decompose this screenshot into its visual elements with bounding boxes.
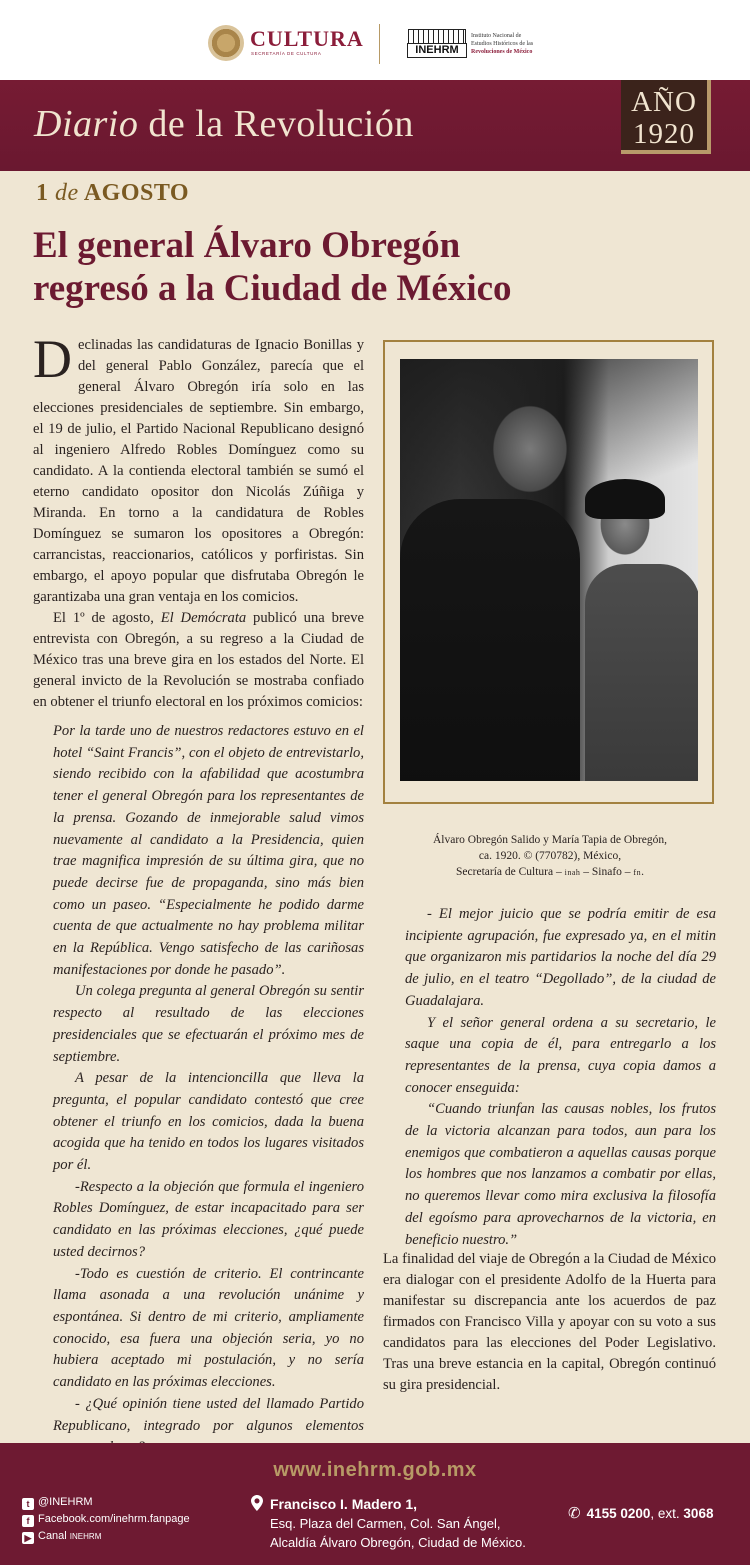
closing-paragraph: La finalidad del viaje de Obregón a la Ciudad de México era dialogar con el presidente Adolfo de la Huerta para manifestar su discrepancia ante los acuerdos de paz firmados con Francisco Villa y apoyar con su voto a sus candidatos para las elecciones del Poder Legislativo. Tras una breve estancia en la capital, Obregón continuó su gira presidencial.	[383, 1251, 716, 1393]
year-badge	[621, 80, 711, 154]
interview-quote-right	[405, 904, 716, 1251]
article-date: 1 de AGOSTO	[36, 180, 190, 206]
national-seal-icon	[208, 25, 244, 61]
year-label: AÑO	[631, 86, 697, 118]
footer-phone[interactable]: ✆ 4155 0200, ext. 3068	[568, 1505, 714, 1522]
youtube-link[interactable]: ▶ Canal INEHRM	[22, 1530, 101, 1544]
inehrm-building-icon	[408, 29, 466, 43]
inehrm-full-name: Instituto Nacional de Estudios Históricos de las Revoluciones de México	[471, 33, 534, 55]
footer-address: Francisco I. Madero 1, Esq. Plaza del Carmen, Col. San Ángel, Alcaldía Álvaro Obregón, Ciudad de México.	[270, 1496, 526, 1550]
cultura-logo-text: CULTURA	[250, 26, 364, 51]
facebook-link[interactable]: f Facebook.com/inehrm.fanpage	[22, 1513, 190, 1527]
photo-caption: Álvaro Obregón Salido y María Tapia de Obregón, ca. 1920. © (770782), México, Secretaría de Cultura – inah – Sinafo – fn.	[432, 834, 668, 878]
quote-paragraph-3: A pesar de la intencioncilla que lleva la pregunta, el popular candidato contestó que cree obtener el triunfo en los comicios, dada la buena acogida que ha tenido en todos los lugares visitados por él.	[53, 1070, 364, 1174]
quote-paragraph-6: - ¿Qué opinión tiene usted del llamado Partido Republicano, integrado por algunos elementos	[53, 1395, 364, 1434]
quote-paragraph-8: Y el señor general ordena a su secretario, le saque una copia de él, para entregarlo a los representantes de la prensa, cuya copia damos a conocer enseguida:	[405, 1014, 716, 1096]
logo-divider	[379, 24, 380, 64]
quote-paragraph-2: Un colega pregunta al general Obregón su sentir respecto al resultado de las elecciones presidenciales que se efectuarán el próximo mes de septiembre.	[53, 983, 364, 1065]
left-column-intro	[33, 329, 364, 713]
quote-paragraph-9: “Cuando triunfan las causas nobles, los frutos de la victoria alcanzan para todos, aun para los enemigos que combatieron a aquellas causas porque los hombres que nos lanzamos a combatir por ellas, no queremos llevar como mira exclusiva la filosofía del egoísmo para aprovecharnos de la victoria, en beneficio nuestro.”	[405, 1101, 716, 1248]
historical-photo	[400, 359, 698, 781]
logo-bar	[0, 0, 750, 80]
year-value: 1920	[633, 118, 695, 150]
cultura-logo-subtext: SECRETARÍA DE CULTURA	[251, 51, 322, 56]
article-headline: El general Álvaro Obregón regresó a la Ciudad de México	[33, 225, 512, 309]
inehrm-logo-text: INEHRM	[407, 43, 467, 58]
quote-paragraph-5: -Todo es cuestión de criterio. El contrincante llama asonada a una revolución unánime y espontánea. Si dentro de mi criterio, ampliamente conocido, esa fuera una objeción seria, yo no hubiera aceptado mi postulación, y no sería candidato en las próximas elecciones.	[53, 1265, 364, 1391]
phone-icon: ✆	[568, 1505, 581, 1522]
website-link[interactable]: www.inehrm.gob.mx	[273, 1459, 477, 1481]
quote-paragraph-7: - El mejor juicio que se podría emitir de esa incipiente agrupación, fue expresado ya, en el mitin que organizaron mis partidarios la noche del día 29 de julio, en el teatro “Degollado”, de la ciudad de Guadalajara.	[405, 906, 716, 1009]
drop-cap: D	[33, 329, 72, 389]
twitter-icon: t	[22, 1498, 34, 1510]
twitter-link[interactable]: t @INEHRM	[22, 1496, 93, 1510]
paragraph-2: El 1º de agosto, El Demócrata publicó una breve entrevista con Obregón, a su regreso a la Ciudad de México tras una breve gira en los estados del Norte. El general invicto de la Revolución se mostraba confiado en obtener el triunfo electoral en los próximos comicios:	[33, 610, 364, 710]
interview-quote-left	[53, 721, 364, 1459]
quote-paragraph-4: -Respecto a la objeción que formula el ingeniero Robles Domínguez, de estar incapacitado para ser candidato en las próximas elecciones, ¿qué puede usted decirnos?	[53, 1178, 364, 1260]
paragraph-1: Declinadas las candidaturas de Ignacio Bonillas y del general Pablo González, parecía que el general Álvaro Obregón iría solo en las elecciones presidenciales de septiembre. Sin embargo, el 19 de julio, el Partido Nacional Republicano designó al ingeniero Alfredo Robles Domínguez como su candidato. A la contienda electoral también se sumó el eterno candidato opositor don Nicolás Zúñiga y Miranda. En torno a la candidatura de Robles Domínguez se sumaron los opositores a Obregón: carrancistas, reaccionarios, católicos y porfiristas. Sin embargo, el apoyo popular que disfrutaba Obregón le garantizaba una gran ventaja en los comicios.	[33, 329, 364, 605]
facebook-icon: f	[22, 1515, 34, 1527]
youtube-icon: ▶	[22, 1532, 34, 1544]
quote-paragraph-1: Por la tarde uno de nuestros redactores estuvo en el hotel “Saint Francis”, con el objeto de entrevistarlo, siendo recibido con la afabilidad que acostumbra tener el general Obregón para los representantes de la prensa. Gozando de inmejorable salud vimos nuevamente al candidato a la Presidencia, quien trae magnifica impresión de su última gira, que no puede decirse fue de propaganda, sino más bien como un paseo. “Especialmente he podido darme cuenta de que actualmente no hay problema militar en la República. Vengo satisfecho de las cariñosas manifestaciones por donde he pasado”.	[53, 723, 364, 978]
masthead-title: Diario de la Revolución	[34, 103, 414, 145]
location-pin-icon	[251, 1495, 263, 1511]
